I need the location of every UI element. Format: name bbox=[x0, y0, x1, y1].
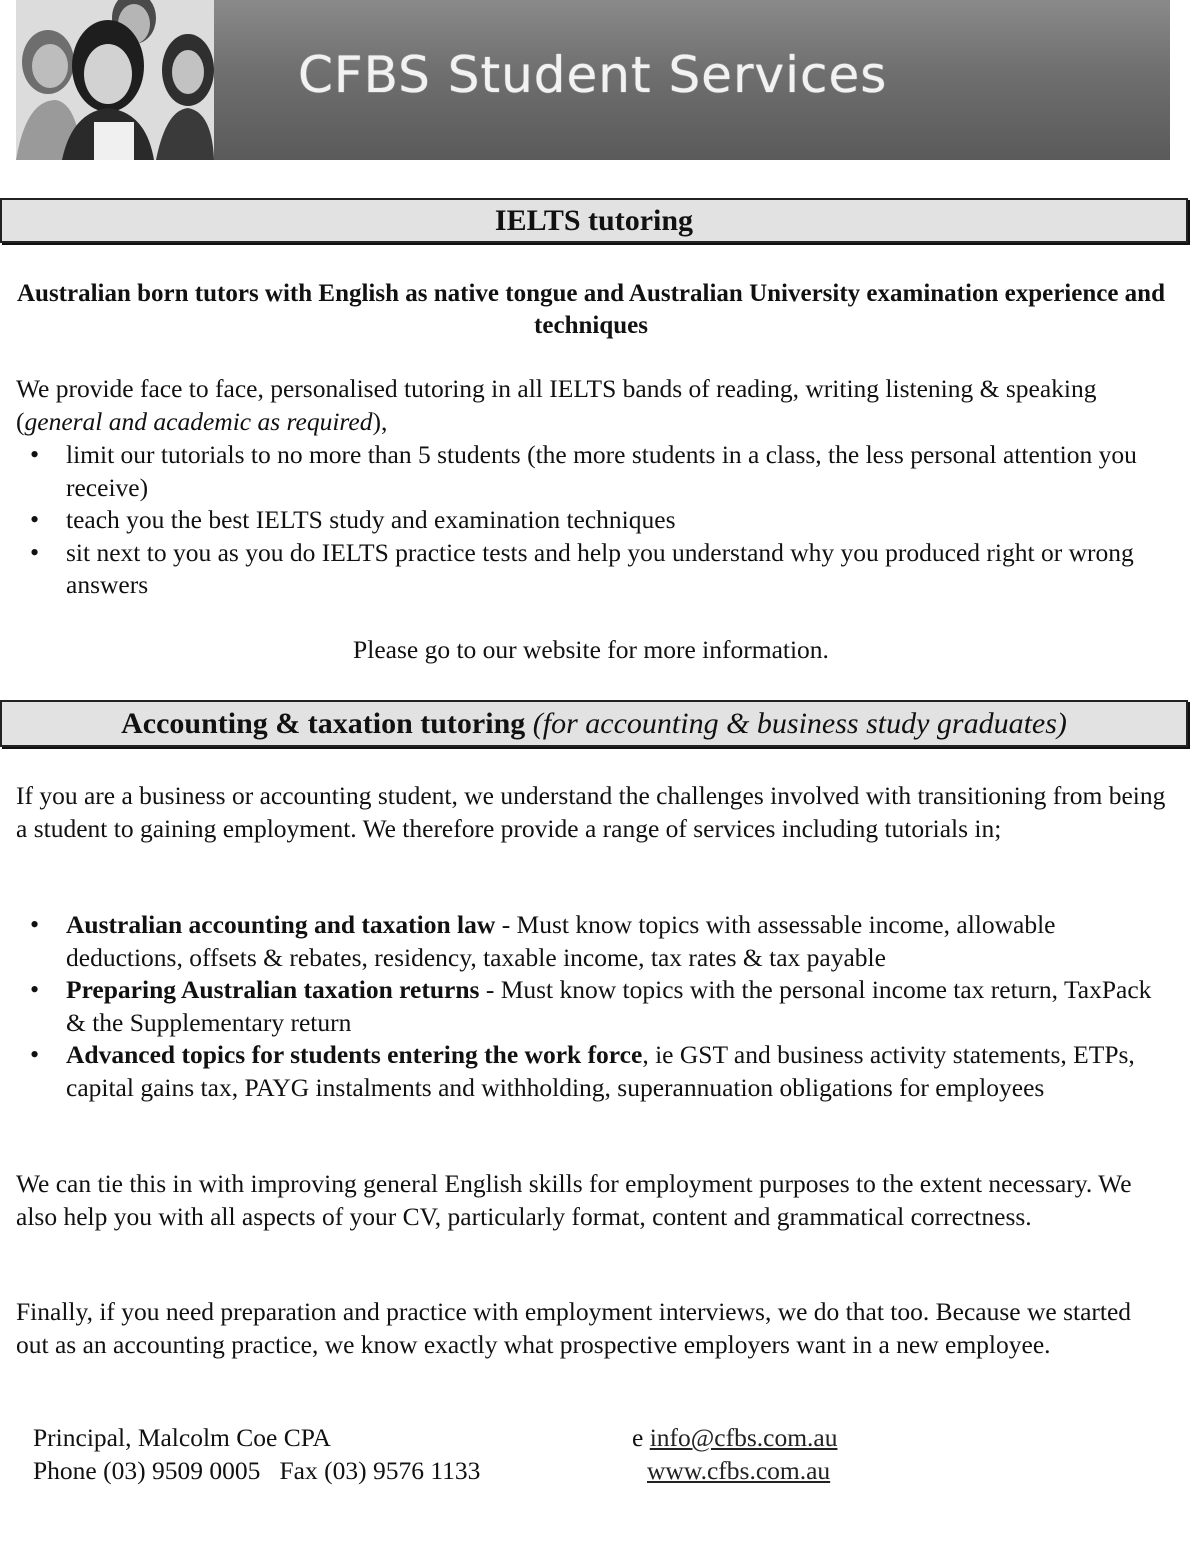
interview-paragraph: Finally, if you need preparation and practice with employment interviews, we do that too. Because we started out as an accounting practice, we know exactly what prospective employers want in a new employee. bbox=[16, 1297, 1132, 1359]
ielts-intro-tail: ), bbox=[372, 406, 388, 436]
list-item bbox=[16, 909, 1166, 974]
email-link[interactable]: info@cfbs.com.au bbox=[649, 1423, 838, 1452]
bullet-title: Australian accounting and taxation law bbox=[66, 910, 496, 939]
ielts-intro-text: We provide face to face, personalised tutoring in all IELTS bands of reading, writing listening & speaking ( bbox=[16, 374, 1097, 436]
bullet-text: - Must know topics with assessable income, allowable deductions, offsets & rebates, residency, taxable income, tax rates & tax payable bbox=[66, 910, 1056, 972]
accounting-intro: If you are a business or accounting student, we understand the challenges involved with transitioning from being a student to gaining employment. We therefore provide a range of services including tutorials in; bbox=[16, 781, 1166, 843]
students-photo-illustration bbox=[16, 0, 214, 160]
list-item bbox=[16, 974, 1166, 1039]
english-skills-paragraph: We can tie this in with improving general English skills for employment purposes to the extent necessary. We also help you with all aspects of your CV, particularly format, content and grammatical correctness. bbox=[16, 1169, 1132, 1231]
website-note: Please go to our website for more information. bbox=[353, 635, 829, 664]
banner-title: CFBS Student Services bbox=[298, 46, 888, 104]
accounting-section-header bbox=[0, 700, 1188, 747]
ielts-section-header bbox=[0, 198, 1188, 243]
ielts-bullet-list bbox=[16, 439, 1166, 602]
bullet-title: Advanced topics for students entering the work force bbox=[66, 1040, 643, 1069]
contact-links bbox=[632, 1422, 837, 1487]
list-item bbox=[16, 1039, 1166, 1104]
email-prefix: e bbox=[632, 1423, 650, 1452]
bullet-title: Preparing Australian taxation returns bbox=[66, 975, 480, 1004]
website-line bbox=[632, 1455, 837, 1488]
header-banner bbox=[16, 0, 1170, 160]
ielts-header-title: IELTS tutoring bbox=[494, 204, 694, 237]
bullet-text: , ie GST and business activity statements, ETPs, capital gains tax, PAYG instalments and withholding, superannuation obligations for employees bbox=[66, 1040, 1135, 1102]
ielts-intro-italic: general and academic as required bbox=[24, 406, 373, 436]
website-link[interactable]: www.cfbs.com.au bbox=[647, 1455, 831, 1485]
principal-name: Principal, Malcolm Coe CPA bbox=[33, 1423, 331, 1452]
contact-details bbox=[33, 1422, 480, 1487]
bullet-text: - Must know topics with the personal income tax return, TaxPack & the Supplementary return bbox=[66, 975, 1152, 1037]
ielts-subheading: Australian born tutors with English as native tongue and Australian University examination experience and techniques bbox=[16, 280, 1165, 339]
accounting-header-title: Accounting & taxation tutoring bbox=[121, 707, 526, 740]
students-photo bbox=[16, 0, 214, 160]
list-item: • limit our tutorials to no more than 5 students (the more students in a class, the less personal attention you receive) bbox=[16, 439, 1166, 504]
banner-band bbox=[214, 0, 1170, 160]
accounting-bullet-list bbox=[16, 909, 1166, 1104]
list-item: • sit next to you as you do IELTS practice tests and help you understand why you produced right or wrong answers bbox=[16, 537, 1166, 602]
accounting-header-subtitle: (for accounting & business study graduates) bbox=[532, 707, 1067, 740]
email-line bbox=[632, 1422, 837, 1455]
phone-fax: Phone (03) 9509 0005 Fax (03) 9576 1133 bbox=[33, 1455, 481, 1485]
ielts-intro bbox=[16, 373, 1166, 438]
list-item: • teach you the best IELTS study and examination techniques bbox=[16, 504, 1166, 537]
